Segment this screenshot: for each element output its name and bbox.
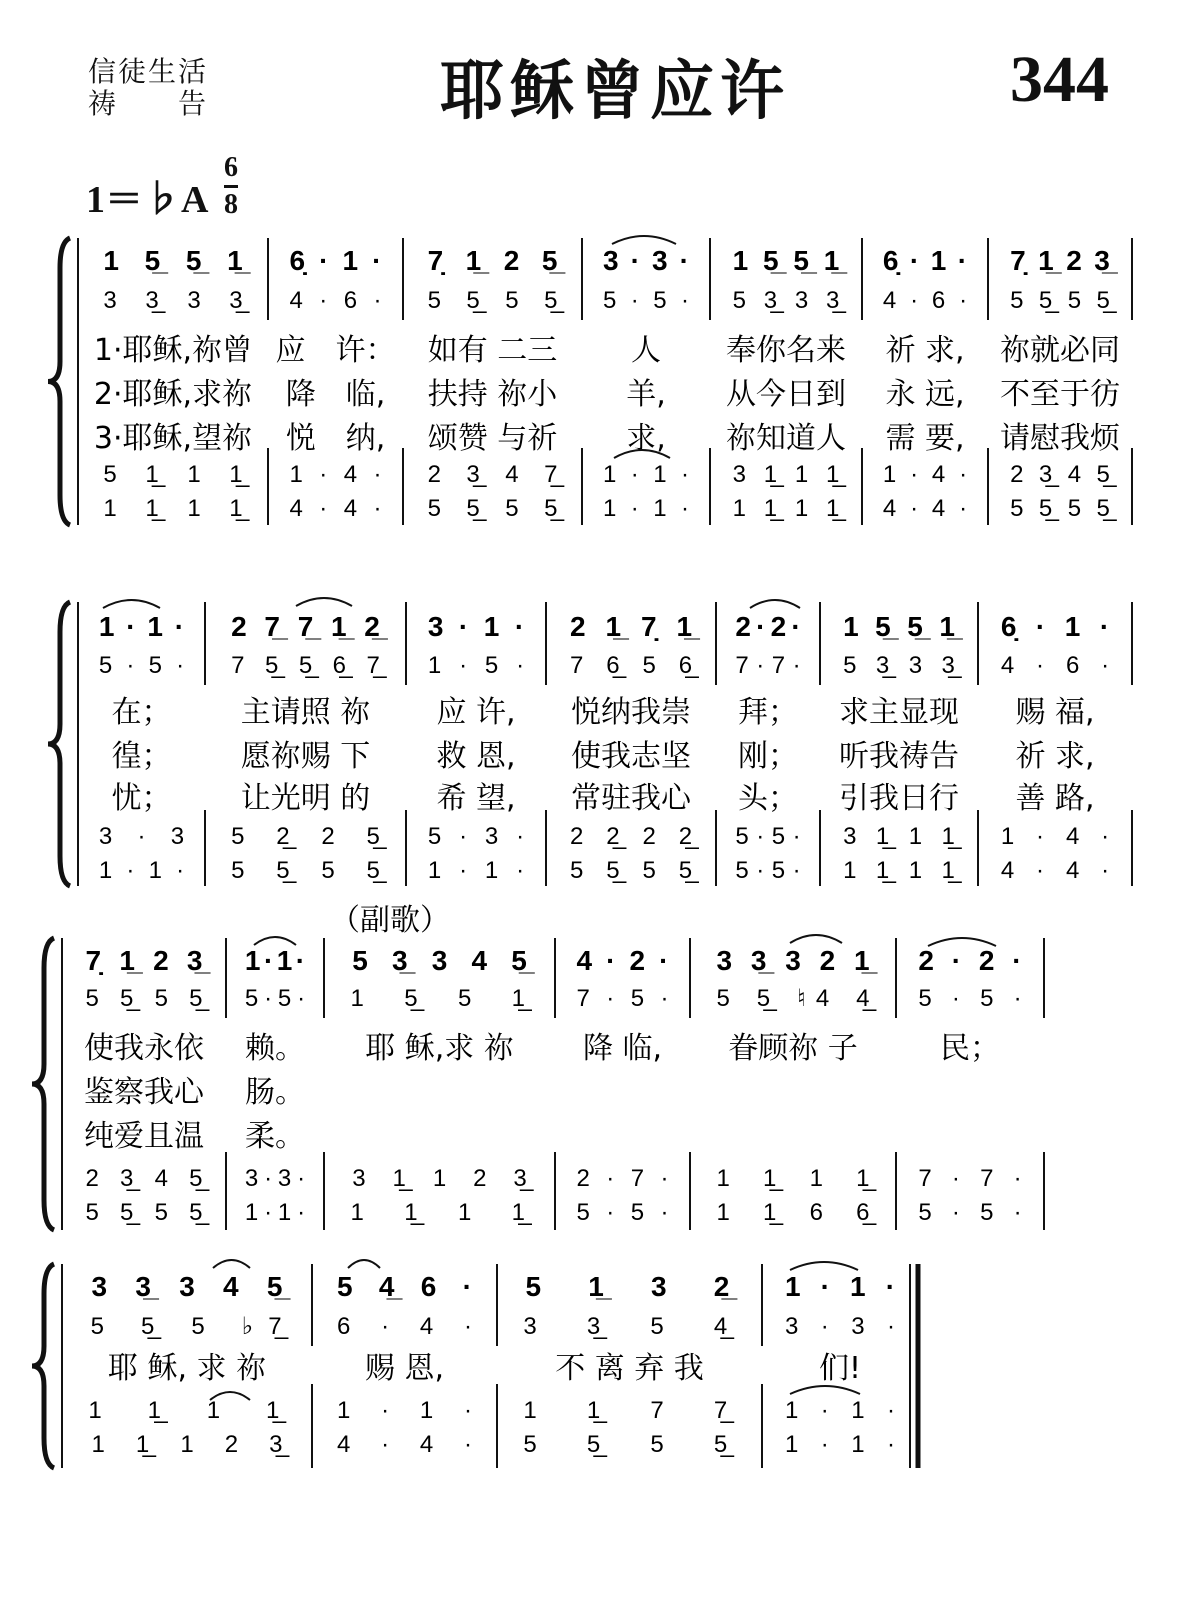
note-group: 1 · 1 · bbox=[336, 1397, 473, 1424]
tie-arc bbox=[213, 1260, 250, 1268]
lyric-segment: 祢就必同 bbox=[1000, 333, 1120, 368]
note-group: 5 1̲ 1 1̲ bbox=[103, 461, 243, 488]
lyric-segment: 降 临, bbox=[582, 1031, 663, 1066]
chorus-label: （副歌） bbox=[330, 903, 450, 938]
lyric-segment: 祈 求, bbox=[885, 333, 965, 368]
tie-arc bbox=[296, 598, 352, 606]
note-group: 5 5̲ ♮4 4̲ bbox=[716, 985, 870, 1012]
tie-arc bbox=[790, 1386, 860, 1394]
note-group: 1 · 1 · bbox=[603, 461, 689, 488]
note-group: 2 2̲ 2 2̲ bbox=[569, 823, 693, 850]
note-group: 5 3̲ 3 3̲ bbox=[732, 287, 840, 314]
note-group: 5 5̲ 5 5̲ bbox=[85, 1199, 203, 1226]
note-group: 7̣ 1̲ 2 3̲ bbox=[1010, 245, 1110, 276]
system-brace bbox=[48, 602, 70, 886]
note-group: 5 · 5 · bbox=[735, 857, 801, 884]
note-group: 3 3̲ 3 3̲ bbox=[103, 287, 243, 314]
note-group: 7 · 5 · bbox=[576, 985, 669, 1012]
note-group: 5 5̲ 5 5̲ bbox=[231, 857, 380, 884]
note-group: 2 3̲ 4 5̲ bbox=[85, 1165, 203, 1192]
note-group: 5 · 5 · bbox=[576, 1199, 669, 1226]
note-group: 3 1̲ 1 1̲ bbox=[843, 823, 955, 850]
note-group: 2 · 2 · bbox=[735, 611, 801, 642]
lyric-segment: 3·耶稣,望祢 bbox=[93, 421, 253, 456]
note-group: 3 3̲ 3 2 1̲ bbox=[716, 945, 870, 976]
note-group: 1 1̲ 6 6̲ bbox=[716, 1199, 870, 1226]
note-group: 2 · 2 · bbox=[918, 945, 1022, 976]
note-group: 5 · 5 · bbox=[918, 985, 1022, 1012]
lyric-segment: 求主显现 bbox=[839, 695, 959, 730]
note-group: 7̣ 1̲ 2 3̲ bbox=[85, 945, 203, 976]
note-group: 1 · 1 · bbox=[98, 611, 185, 642]
tie-arc bbox=[103, 600, 160, 608]
note-group: 1 · 1 · bbox=[784, 1431, 896, 1458]
note-group: 2 1̲ 7̣ 1̲ bbox=[569, 611, 693, 642]
note-group: 1 1̲ 1 1̲ bbox=[350, 1199, 526, 1226]
note-group: 1 1̲ 1 1̲ bbox=[103, 495, 243, 522]
lyric-segment: 希 望, bbox=[436, 781, 516, 816]
lyric-segment: 刚； bbox=[738, 739, 798, 774]
lyric-segment: 不 离 弃 我 bbox=[555, 1351, 704, 1386]
note-group: 3 · 1 · bbox=[427, 611, 525, 642]
note-group: 7̣ 1̲ 2 5̲ bbox=[427, 245, 558, 276]
lyric-segment: 祈 求, bbox=[1015, 739, 1095, 774]
note-group: 1 5̲ 5̲ 1̲ bbox=[843, 611, 955, 642]
note-group: 2 · 7 · bbox=[576, 1165, 669, 1192]
lyric-segment: 民； bbox=[940, 1031, 1000, 1066]
note-group: 4 · 6 · bbox=[882, 287, 968, 314]
note-group: 4 · 4 · bbox=[336, 1431, 473, 1458]
note-group: 5 2̲ 2 5̲ bbox=[231, 823, 380, 850]
note-group: 5 · 5 · bbox=[98, 652, 185, 679]
lyric-segment: 赖。 bbox=[245, 1031, 305, 1066]
lyric-segment: 如有 二三 bbox=[427, 333, 558, 368]
note-group: 1 1̲ 1 1̲ bbox=[88, 1397, 280, 1424]
lyric-segment: 使我志坚 bbox=[571, 739, 691, 774]
note-group: 5 5̲ 5 5̲ bbox=[569, 857, 693, 884]
note-group: 3 · 3 · bbox=[244, 1165, 306, 1192]
note-group: 1 · 4 · bbox=[289, 461, 382, 488]
lyric-segment: 需 要, bbox=[885, 421, 965, 456]
lyric-segment: 柔。 bbox=[245, 1119, 305, 1154]
note-group: 1 · 4 · bbox=[1000, 823, 1110, 850]
tie-arc bbox=[790, 935, 842, 943]
note-group: 5 · 3 · bbox=[427, 823, 525, 850]
note-group: 1 · 5 · bbox=[427, 652, 525, 679]
note-group: 4 · 6 · bbox=[1000, 652, 1110, 679]
note-group: 1 1̲ 1 2 3̲ bbox=[91, 1431, 283, 1458]
note-group: 5 5̲ 5 5̲ bbox=[85, 985, 203, 1012]
note-group: 7 6̲ 5 6̲ bbox=[569, 652, 693, 679]
tie-arc bbox=[790, 1262, 858, 1270]
note-group: 4 · 6 · bbox=[289, 287, 382, 314]
lyric-segment: 颂赞 与祈 bbox=[427, 421, 558, 456]
lyric-segment: 扶持 祢小 bbox=[427, 377, 558, 412]
lyric-segment: 眷顾祢 子 bbox=[728, 1031, 858, 1066]
hymn-title: 耶稣曾应许 bbox=[440, 55, 790, 129]
lyric-segment: 羊, bbox=[626, 377, 666, 412]
lyric-segment: 应 许, bbox=[436, 695, 516, 730]
note-group: 1 · 1 · bbox=[603, 495, 689, 522]
note-group: 1 · 1 · bbox=[98, 857, 185, 884]
lyric-segment: 耶 稣,求 祢 bbox=[365, 1031, 514, 1066]
note-group: 5 3̲ 3 3̲ bbox=[843, 652, 955, 679]
note-group: 5 · 5 · bbox=[735, 823, 801, 850]
note-group: 1 1̲ 1 1̲ bbox=[732, 495, 840, 522]
lyric-segment: 肠。 bbox=[245, 1075, 305, 1110]
lyric-segment: 求, bbox=[626, 421, 666, 456]
lyric-segment: 们! bbox=[818, 1351, 862, 1386]
tie-arc bbox=[348, 1260, 380, 1268]
time-signature-bottom: 8 bbox=[224, 189, 238, 220]
note-group: 7 5̲ 5̲ 6̲ 7̲ bbox=[231, 652, 380, 679]
note-group: 3 3̲ 3 4 5̲ bbox=[91, 1271, 283, 1302]
key-signature: 1＝♭A bbox=[86, 179, 209, 221]
lyric-segment: 引我日行 bbox=[839, 781, 959, 816]
lyric-segment: 赐 恩, bbox=[364, 1351, 445, 1386]
note-group: 4 · 4 · bbox=[1000, 857, 1110, 884]
note-group: 1 · 1 · bbox=[427, 857, 525, 884]
note-group: 1 5̲ 5̲ 1̲ bbox=[732, 245, 840, 276]
lyric-segment: 耶 稣, 求 祢 bbox=[107, 1351, 267, 1386]
lyric-segment: 人 bbox=[631, 333, 661, 368]
lyric-segment: 愿祢赐 下 bbox=[240, 739, 371, 774]
lyric-segment: 悦 纳, bbox=[285, 421, 386, 456]
lyric-segment: 主请照 祢 bbox=[240, 695, 371, 730]
lyric-segment: 使我永依 bbox=[84, 1031, 204, 1066]
note-group: 5 1̲ 3 2̲ bbox=[525, 1271, 730, 1302]
note-group: 5 · 5 · bbox=[918, 1199, 1022, 1226]
lyric-segment: 降 临, bbox=[285, 377, 386, 412]
note-group: 6̣ · 1 · bbox=[882, 245, 968, 276]
note-group: 1 · 1 · bbox=[784, 1271, 896, 1302]
lyric-segment: 听我祷告 bbox=[839, 739, 959, 774]
note-group: 5 3̲ 3 4 5̲ bbox=[352, 945, 527, 976]
note-group: 4 · 2 · bbox=[576, 945, 669, 976]
lyric-segment: 鉴察我心 bbox=[84, 1075, 204, 1110]
note-group: 1 5̲ 5 1̲ bbox=[350, 985, 526, 1012]
note-group: 4 · 4 · bbox=[289, 495, 382, 522]
note-group: 5 5̲ 5 5̲ bbox=[427, 495, 558, 522]
lyric-segment: 应 许： bbox=[275, 333, 396, 368]
note-group: 3 · 3 · bbox=[603, 245, 689, 276]
lyric-segment: 永 远, bbox=[885, 377, 965, 412]
lyric-segment: 2·耶稣,求祢 bbox=[93, 377, 253, 412]
lyric-segment: 在； bbox=[111, 695, 172, 730]
note-group: 1 · 1 · bbox=[244, 1199, 306, 1226]
note-group: 5 5̲ 5 5̲ bbox=[1010, 287, 1110, 314]
lyric-segment: 奉你名来 bbox=[726, 333, 846, 368]
note-group: 1 1̲ 7 7̲ bbox=[523, 1397, 728, 1424]
lyric-segment: 常驻我心 bbox=[571, 781, 691, 816]
note-group: 3 3̲ 5 4̲ bbox=[523, 1313, 728, 1340]
note-group: 5 5̲ 5 5̲ bbox=[1010, 495, 1110, 522]
note-group: 1 · 1 · bbox=[244, 945, 306, 976]
lyric-segment: 拜； bbox=[738, 695, 798, 730]
lyric-segment: 纯爱且温 bbox=[84, 1119, 204, 1154]
note-group: 1 · 4 · bbox=[882, 461, 968, 488]
note-group: 1 · 1 · bbox=[784, 1397, 896, 1424]
lyric-segment: 祢知道人 bbox=[726, 421, 846, 456]
note-group: 6̣ · 1 · bbox=[289, 245, 382, 276]
system-brace bbox=[32, 1264, 54, 1468]
note-group: 5 5̲ 5 5̲ bbox=[427, 287, 558, 314]
tie-arc bbox=[750, 600, 800, 608]
note-group: 3 1̲ 1 2 3̲ bbox=[352, 1165, 527, 1192]
note-group: 1 1̲ 1 1̲ bbox=[843, 857, 955, 884]
note-group: 6̣ · 1 · bbox=[1000, 611, 1110, 642]
note-group: 5 · 5 · bbox=[603, 287, 689, 314]
system-brace bbox=[32, 938, 54, 1230]
lyric-segment: 1·耶稣,祢曾 bbox=[93, 333, 253, 368]
lyric-segment: 让光明 的 bbox=[240, 781, 371, 816]
note-group: 3 · 3 · bbox=[784, 1313, 896, 1340]
note-group: 6 · 4 · bbox=[336, 1313, 473, 1340]
lyric-segment: 头； bbox=[738, 781, 798, 816]
lyric-segment: 不至于彷 bbox=[1000, 377, 1120, 412]
hymn-number: 344 bbox=[1010, 43, 1109, 116]
note-group: 5 · 5 · bbox=[244, 985, 306, 1012]
note-group: 2 3̲ 4 5̲ bbox=[1010, 461, 1110, 488]
category-line-2: 祷 告 bbox=[88, 87, 209, 120]
lyric-segment: 救 恩, bbox=[436, 739, 516, 774]
note-group: 2 7̲ 7̲ 1̲ 2̲ bbox=[231, 611, 380, 642]
time-signature-top: 6 bbox=[224, 152, 238, 183]
note-group: 5 5̲ 5 ♭7̲ bbox=[90, 1313, 282, 1340]
tie-arc bbox=[254, 937, 296, 945]
lyric-segment: 徨； bbox=[111, 739, 172, 774]
lyric-segment: 从今日到 bbox=[726, 377, 846, 412]
lyric-segment: 赐 福, bbox=[1015, 695, 1095, 730]
note-group: 2 3̲ 4 7̲ bbox=[427, 461, 558, 488]
note-group: 3 · 3 bbox=[98, 823, 185, 850]
tie-arc bbox=[612, 236, 676, 244]
lyric-segment: 善 路, bbox=[1015, 781, 1095, 816]
lyric-segment: 悦纳我崇 bbox=[571, 695, 691, 730]
category-line-1: 信徒生活 bbox=[88, 55, 209, 88]
note-group: 4 · 4 · bbox=[882, 495, 968, 522]
lyric-segment: 忧； bbox=[111, 781, 172, 816]
note-group: 1 1̲ 1 1̲ bbox=[716, 1165, 870, 1192]
lyric-segment: 请慰我烦 bbox=[1000, 421, 1120, 456]
note-group: 5 5̲ 5 5̲ bbox=[523, 1431, 728, 1458]
system-brace bbox=[48, 238, 70, 525]
note-group: 7 · 7 · bbox=[735, 652, 801, 679]
note-group: 1 5̲ 5̲ 1̲ bbox=[103, 245, 243, 276]
note-group: 3 1̲ 1 1̲ bbox=[732, 461, 840, 488]
note-group: 7 · 7 · bbox=[918, 1165, 1022, 1192]
note-group: 5 4̲ 6 · bbox=[336, 1271, 473, 1302]
